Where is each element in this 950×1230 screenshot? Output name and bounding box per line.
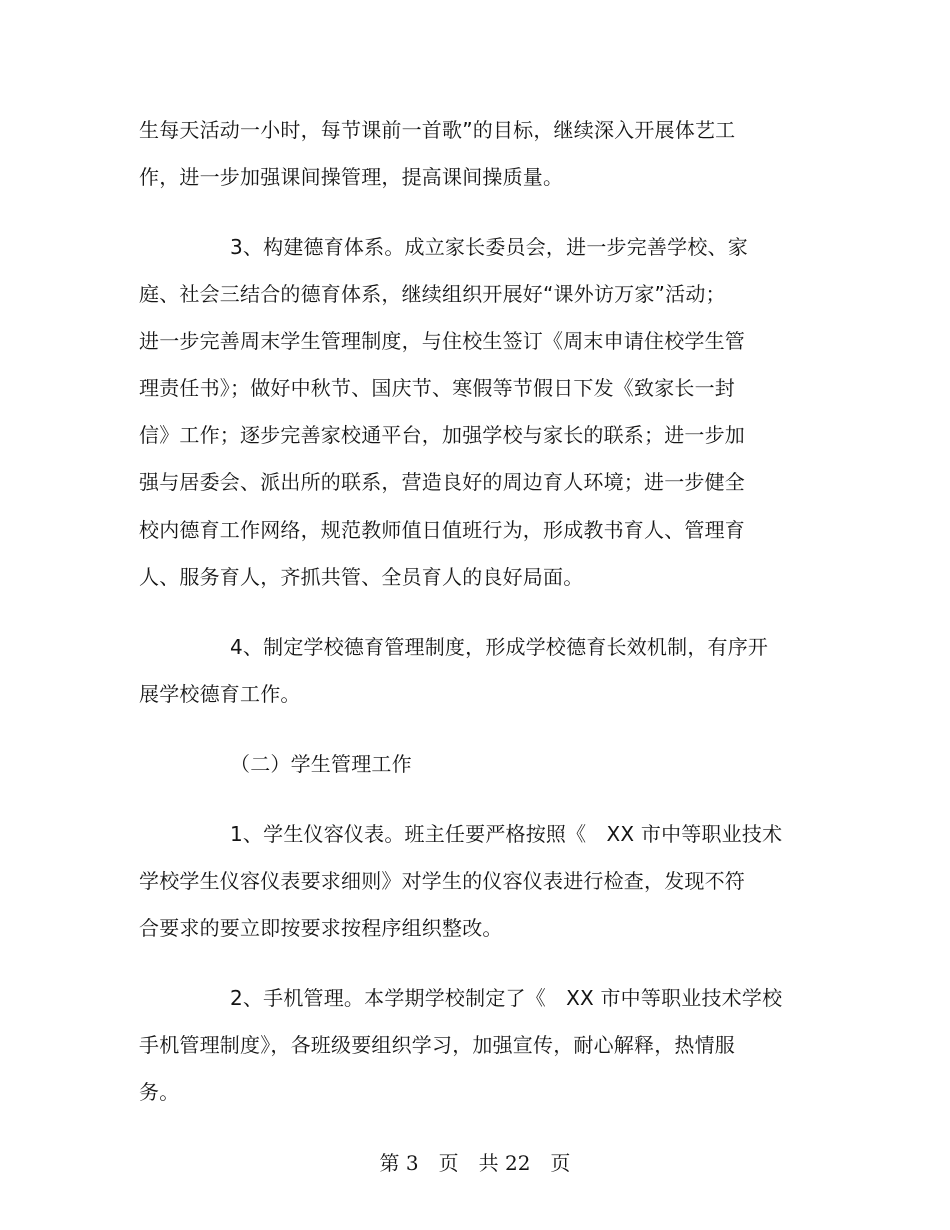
text-line: 学校学生仪容仪表要求细则》对学生的仪容仪表进行检查，发现不符 xyxy=(139,869,745,893)
text-line: 作，进一步加强课间操管理，提高课间操质量。 xyxy=(139,165,564,189)
text-line: 务。 xyxy=(139,1080,180,1104)
section-heading: （二）学生管理工作 xyxy=(230,752,412,776)
text-line: 校内德育工作网络，规范教师值日值班行为，形成教书育人、管理育 xyxy=(139,518,745,542)
text-line: 手机管理制度》，各班级要组织学习，加强宣传，耐心解释，热情服 xyxy=(139,1033,735,1057)
text-line: 人、服务育人，齐抓共管、全员育人的良好局面。 xyxy=(139,565,584,589)
text-line: 生每天活动一小时，每节课前一首歌”的目标，继续深入开展体艺工 xyxy=(139,118,736,142)
paragraph-first-line: 4、制定学校德育管理制度，形成学校德育长效机制，有序开 xyxy=(230,635,769,659)
text-line: 进一步完善周末学生管理制度，与住校生签订《周末申请住校学生管 xyxy=(139,329,745,353)
paragraph-first-line: 2、手机管理。本学期学校制定了《 XX 市中等职业技术学校 xyxy=(230,986,783,1010)
text-line: 理责任书》；做好中秋节、国庆节、寒假等节假日下发《致家长一封 xyxy=(139,376,735,400)
text-line: 信》工作；逐步完善家校通平台，加强学校与家长的联系；进一步加 xyxy=(139,423,745,447)
paragraph-first-line: 1、学生仪容仪表。班主任要严格按照《 XX 市中等职业技术 xyxy=(230,822,783,846)
text-line: 强与居委会、派出所的联系，营造良好的周边育人环境；进一步健全 xyxy=(139,470,745,494)
paragraph-first-line: 3、构建德育体系。成立家长委员会，进一步完善学校、家 xyxy=(230,235,748,259)
page-number-footer: 第 3 页 共 22 页 xyxy=(379,1151,571,1175)
text-line: 庭、社会三结合的德育体系，继续组织开展好“课外访万家”活动； xyxy=(139,282,726,306)
text-line: 合要求的要立即按要求按程序组织整改。 xyxy=(139,916,503,940)
text-line: 展学校德育工作。 xyxy=(139,682,301,706)
